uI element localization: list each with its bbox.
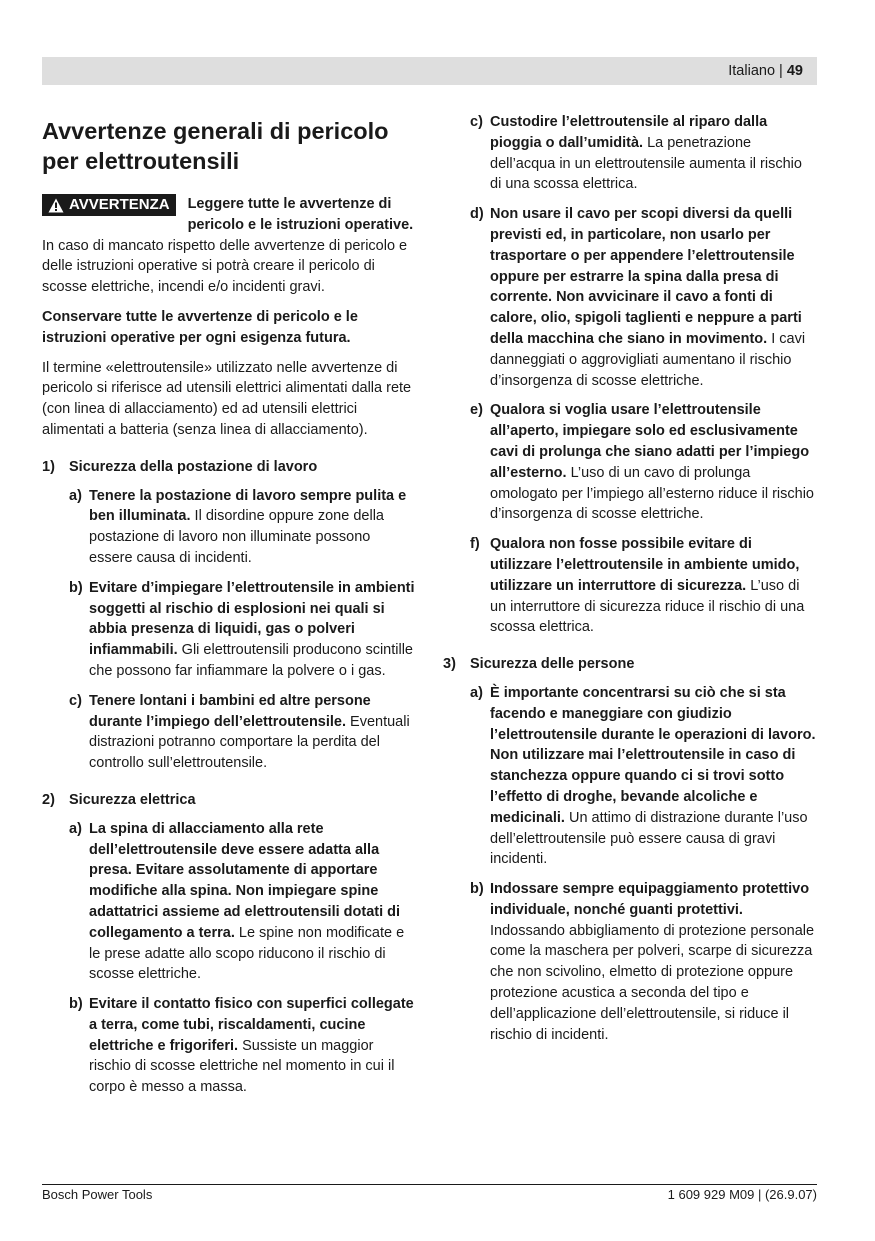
left-column xyxy=(42,112,415,1107)
list-item: c) Tenere lontani i bambini ed altre persone durante l’impiego dell’elettroutensile. Eventuali distrazioni potranno comportare la perdita del controllo sull’elettroutensile. xyxy=(69,692,410,772)
footer-divider xyxy=(42,1184,817,1185)
section-heading: 1) Sicurezza della postazione di lavoro xyxy=(42,458,318,475)
keep-instructions: Conservare tutte le avvertenze di pericolo e le istruzioni operative per ogni esigenza futura. xyxy=(42,308,358,346)
warning-badge-label: AVVERTENZA xyxy=(69,196,170,213)
section-heading: 2) Sicurezza elettrica xyxy=(42,791,196,808)
list-item: c) Custodire l’elettroutensile al riparo dalla pioggia o dall’umidità. La penetrazione dell’acqua in un elettroutensile aumenta il rischio di una scossa elettrica. xyxy=(470,114,802,193)
list-item: b) Indossare sempre equipaggiamento protettivo individuale, nonché guanti protettivi. Indossando abbigliamento di protezione personale come la maschera per polveri, scarpe di sicurezza che non scivolino, elmetto di protezione oppure protezione acustica a seconda del tipo e dell’applicazione dell’elettroutensile, si riduce il rischio di incidenti. xyxy=(470,881,815,1043)
header-separator: | xyxy=(779,63,783,79)
list-item: a) La spina di allacciamento alla rete dell’elettroutensile deve essere adatta alla presa. Evitare assolutamente di apportare modifiche alla spina. Non impiegare spine adattatrici assieme ad elettroutensili dotati di collegamento a terra. Le spine non modificate e le prese adatte allo scopo riducono il rischio di scosse elettriche. xyxy=(69,820,405,983)
warning-text: In caso di mancato rispetto delle avvertenze di pericolo e delle istruzioni operative si potrà creare il pericolo di scosse elettriche, incendi e/o incidenti gravi. xyxy=(42,237,408,296)
warning-triangle-icon xyxy=(48,198,64,213)
definition-paragraph: Il termine «elettroutensile» utilizzato nelle avvertenze di pericolo si riferisce ad utensili elettrici alimentati dalla rete (con linea di allacciamento) ed ad utensili elettrici alimentati a batteria (senza linea di allacciamento). xyxy=(42,359,412,438)
page-header xyxy=(42,57,817,85)
list-item: f) Qualora non fosse possibile evitare di utilizzare l’elettroutensile in ambiente umido, utilizzare un interruttore di sicurezza. L’uso di un interruttore di sicurezza riduce il rischio di una scossa elettrica. xyxy=(470,536,805,636)
list-item: b) Evitare d’impiegare l’elettroutensile in ambienti soggetti al rischio di esplosioni nei quali si abbia presenza di liquidi, gas o polveri infiammabili. Gli elettroutensili producono scintille che possono far infiammare la polvere o i gas. xyxy=(69,579,415,679)
list-item: a) Tenere la postazione di lavoro sempre pulita e ben illuminata. Il disordine oppure zone della postazione di lavoro non illuminate possono essere causa di incidenti. xyxy=(69,487,407,566)
section-heading: 3) Sicurezza delle persone xyxy=(443,656,635,673)
page-title: Avvertenze generali di pericolo per elettroutensili xyxy=(42,118,389,174)
list-item: b) Evitare il contatto fisico con superfici collegate a terra, come tubi, riscaldamenti, cucine elettriche e frigoriferi. Sussiste un maggior rischio di scosse elettriche nel momento in cui il corpo è messo a massa. xyxy=(69,996,414,1096)
footer-doc-id: 1 609 929 M09 | (26.9.07) xyxy=(667,1187,817,1202)
header-language: Italiano xyxy=(728,63,776,79)
warning-bold: Leggere tutte le avvertenze di pericolo e le istruzioni operative. xyxy=(187,196,414,233)
warning-badge xyxy=(42,194,176,216)
list-item: e) Qualora si voglia usare l’elettroutensile all’aperto, impiegare solo ed esclusivamente cavi di prolunga che siano adatti per l’impiego all’esterno. L’uso di un cavo di prolunga omologato per l’impiego all’esterno riduce il rischio d’insorgenza di scosse elettriche. xyxy=(470,402,814,523)
footer-publisher: Bosch Power Tools xyxy=(42,1187,153,1202)
list-item: a) È importante concentrarsi su ciò che si sta facendo e maneggiare con giudizio l’elettroutensile durante le operazioni di lavoro. Non utilizzare mai l’elettroutensile in caso di stanchezza oppure quando ci si trovi sotto l’effetto di droghe, bevande alcoliche e medicinali. Un attimo di distrazione durante l’uso dell’elettroutensile può essere causa di gravi incidenti. xyxy=(470,684,816,868)
right-column xyxy=(443,112,817,1054)
warning-paragraph xyxy=(42,194,415,298)
page-number: 49 xyxy=(786,63,803,79)
list-item: d) Non usare il cavo per scopi diversi da quelli previsti ed, in particolare, non usarlo per trasportare o per appendere l’elettroutensile oppure per estrarre la spina dalla presa di corrente. Non avvicinare il cavo a fonti di calore, olio, spigoli taglienti e neppure a parti della macchina che siano in movimento. I cavi danneggiati o aggrovigliati aumentano il rischio d’insorgenza di scosse elettriche. xyxy=(470,206,806,389)
